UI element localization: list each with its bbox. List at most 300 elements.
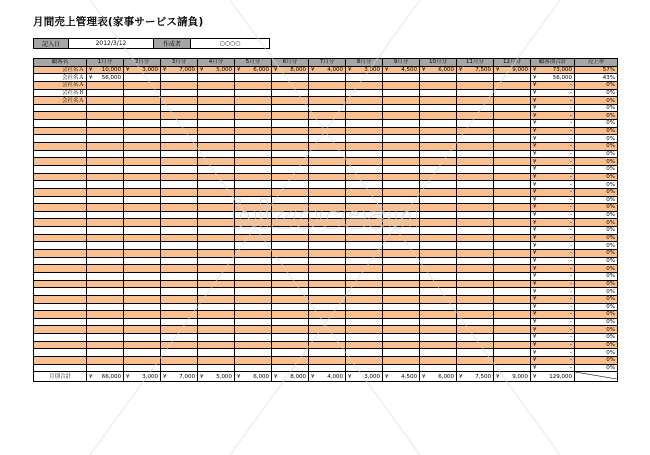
month-cell[interactable] <box>457 265 494 273</box>
month-cell[interactable] <box>87 234 124 242</box>
month-cell[interactable] <box>309 66 346 74</box>
month-cell[interactable] <box>309 257 346 265</box>
customer-name-cell[interactable] <box>34 143 87 151</box>
month-cell[interactable] <box>124 150 161 158</box>
month-cell[interactable] <box>457 120 494 128</box>
month-cell[interactable] <box>198 158 235 166</box>
share-cell[interactable]: 0% <box>575 104 618 112</box>
month-cell[interactable] <box>124 188 161 196</box>
month-cell[interactable] <box>309 81 346 89</box>
month-cell[interactable] <box>346 219 383 227</box>
month-cell[interactable] <box>420 165 457 173</box>
month-cell[interactable] <box>457 364 494 372</box>
month-cell[interactable] <box>383 250 420 258</box>
month-cell[interactable] <box>383 104 420 112</box>
month-cell[interactable] <box>198 288 235 296</box>
month-cell[interactable] <box>457 196 494 204</box>
customer-name-cell[interactable]: 会社名Ａ <box>34 81 87 89</box>
customer-total-cell[interactable] <box>531 66 575 74</box>
month-cell[interactable] <box>87 242 124 250</box>
month-cell[interactable] <box>124 135 161 143</box>
month-cell[interactable] <box>87 288 124 296</box>
share-cell[interactable]: 0% <box>575 181 618 189</box>
month-cell[interactable] <box>420 104 457 112</box>
month-cell[interactable] <box>272 74 309 82</box>
month-cell[interactable] <box>87 173 124 181</box>
customer-total-cell[interactable] <box>531 257 575 265</box>
month-cell[interactable] <box>346 280 383 288</box>
month-cell[interactable] <box>87 219 124 227</box>
month-cell[interactable] <box>161 372 198 382</box>
month-cell[interactable] <box>272 311 309 319</box>
month-cell[interactable] <box>383 280 420 288</box>
customer-name-cell[interactable] <box>34 104 87 112</box>
share-cell[interactable]: 0% <box>575 211 618 219</box>
month-cell[interactable] <box>420 257 457 265</box>
month-cell[interactable] <box>198 196 235 204</box>
month-cell[interactable] <box>309 372 346 382</box>
month-cell[interactable] <box>309 288 346 296</box>
month-cell[interactable] <box>235 242 272 250</box>
month-cell[interactable] <box>272 219 309 227</box>
month-cell[interactable] <box>346 181 383 189</box>
month-cell[interactable] <box>457 173 494 181</box>
month-cell[interactable] <box>457 219 494 227</box>
month-cell[interactable] <box>124 295 161 303</box>
month-cell[interactable] <box>161 219 198 227</box>
customer-total-cell[interactable] <box>531 272 575 280</box>
month-cell[interactable] <box>346 104 383 112</box>
month-cell[interactable] <box>420 272 457 280</box>
month-cell[interactable] <box>272 211 309 219</box>
month-cell[interactable] <box>494 112 531 120</box>
month-cell[interactable] <box>161 303 198 311</box>
month-cell[interactable] <box>161 127 198 135</box>
customer-total-cell[interactable] <box>531 81 575 89</box>
month-cell[interactable] <box>235 326 272 334</box>
share-cell[interactable]: 0% <box>575 81 618 89</box>
month-cell[interactable] <box>346 66 383 74</box>
month-cell[interactable] <box>198 303 235 311</box>
share-cell[interactable]: 0% <box>575 173 618 181</box>
month-cell[interactable] <box>161 265 198 273</box>
month-cell[interactable] <box>346 364 383 372</box>
month-cell[interactable] <box>383 181 420 189</box>
month-cell[interactable] <box>272 104 309 112</box>
month-cell[interactable] <box>494 181 531 189</box>
month-cell[interactable] <box>87 372 124 382</box>
customer-name-cell[interactable] <box>34 204 87 212</box>
month-cell[interactable] <box>346 257 383 265</box>
month-cell[interactable] <box>383 265 420 273</box>
month-cell[interactable] <box>161 311 198 319</box>
customer-name-cell[interactable] <box>34 257 87 265</box>
month-cell[interactable] <box>124 89 161 97</box>
month-cell[interactable] <box>420 295 457 303</box>
month-cell[interactable] <box>383 120 420 128</box>
month-cell[interactable] <box>457 234 494 242</box>
customer-total-cell[interactable] <box>531 89 575 97</box>
month-cell[interactable] <box>420 341 457 349</box>
month-cell[interactable] <box>346 173 383 181</box>
customer-total-cell[interactable] <box>531 265 575 273</box>
month-cell[interactable] <box>457 288 494 296</box>
share-cell[interactable]: 0% <box>575 318 618 326</box>
month-cell[interactable] <box>420 158 457 166</box>
customer-name-cell[interactable] <box>34 112 87 120</box>
month-cell[interactable] <box>346 303 383 311</box>
month-cell[interactable] <box>457 74 494 82</box>
month-cell[interactable] <box>346 234 383 242</box>
month-cell[interactable] <box>309 89 346 97</box>
month-cell[interactable] <box>346 295 383 303</box>
month-cell[interactable] <box>161 112 198 120</box>
share-cell[interactable]: 0% <box>575 196 618 204</box>
month-cell[interactable] <box>87 104 124 112</box>
month-cell[interactable] <box>383 242 420 250</box>
month-cell[interactable] <box>235 311 272 319</box>
month-cell[interactable] <box>87 356 124 364</box>
month-cell[interactable] <box>198 341 235 349</box>
customer-name-cell[interactable] <box>34 250 87 258</box>
month-cell[interactable] <box>198 204 235 212</box>
month-cell[interactable] <box>124 127 161 135</box>
month-cell[interactable] <box>124 74 161 82</box>
customer-total-cell[interactable] <box>531 288 575 296</box>
customer-total-cell[interactable] <box>531 143 575 151</box>
month-cell[interactable] <box>198 188 235 196</box>
share-cell[interactable]: 0% <box>575 150 618 158</box>
month-cell[interactable] <box>346 272 383 280</box>
month-cell[interactable] <box>161 280 198 288</box>
month-cell[interactable] <box>124 120 161 128</box>
month-cell[interactable] <box>124 196 161 204</box>
month-cell[interactable] <box>346 89 383 97</box>
customer-name-cell[interactable] <box>34 334 87 342</box>
month-cell[interactable] <box>494 196 531 204</box>
month-cell[interactable] <box>235 303 272 311</box>
month-cell[interactable] <box>87 272 124 280</box>
customer-total-cell[interactable] <box>531 234 575 242</box>
customer-total-cell[interactable] <box>531 219 575 227</box>
month-cell[interactable] <box>457 227 494 235</box>
month-cell[interactable] <box>235 288 272 296</box>
month-cell[interactable] <box>309 364 346 372</box>
month-cell[interactable] <box>272 326 309 334</box>
customer-total-cell[interactable] <box>531 97 575 105</box>
month-cell[interactable] <box>87 211 124 219</box>
month-cell[interactable] <box>309 74 346 82</box>
month-cell[interactable] <box>161 364 198 372</box>
month-cell[interactable] <box>494 89 531 97</box>
month-cell[interactable] <box>235 356 272 364</box>
month-cell[interactable] <box>346 356 383 364</box>
month-cell[interactable] <box>383 372 420 382</box>
month-cell[interactable] <box>124 356 161 364</box>
month-cell[interactable] <box>198 127 235 135</box>
month-cell[interactable] <box>161 150 198 158</box>
month-cell[interactable] <box>161 227 198 235</box>
customer-name-cell[interactable] <box>34 265 87 273</box>
month-cell[interactable] <box>457 341 494 349</box>
month-cell[interactable] <box>124 143 161 151</box>
month-cell[interactable] <box>161 196 198 204</box>
month-cell[interactable] <box>494 265 531 273</box>
month-cell[interactable] <box>383 97 420 105</box>
month-cell[interactable] <box>124 341 161 349</box>
month-cell[interactable] <box>457 334 494 342</box>
month-cell[interactable] <box>87 364 124 372</box>
month-cell[interactable] <box>235 143 272 151</box>
month-cell[interactable] <box>87 303 124 311</box>
month-cell[interactable] <box>494 211 531 219</box>
month-cell[interactable] <box>346 112 383 120</box>
month-cell[interactable] <box>124 211 161 219</box>
month-cell[interactable] <box>161 158 198 166</box>
month-cell[interactable] <box>494 272 531 280</box>
month-cell[interactable] <box>87 135 124 143</box>
month-cell[interactable] <box>457 104 494 112</box>
customer-total-cell[interactable] <box>531 334 575 342</box>
month-cell[interactable] <box>383 295 420 303</box>
customer-name-cell[interactable] <box>34 219 87 227</box>
month-cell[interactable] <box>272 89 309 97</box>
customer-total-cell[interactable] <box>531 311 575 319</box>
month-cell[interactable] <box>161 257 198 265</box>
month-cell[interactable] <box>309 135 346 143</box>
customer-name-cell[interactable] <box>34 356 87 364</box>
month-cell[interactable] <box>420 74 457 82</box>
month-cell[interactable] <box>346 242 383 250</box>
month-cell[interactable] <box>198 250 235 258</box>
customer-total-cell[interactable] <box>531 204 575 212</box>
month-cell[interactable] <box>87 127 124 135</box>
month-cell[interactable] <box>309 120 346 128</box>
month-cell[interactable] <box>272 234 309 242</box>
month-cell[interactable] <box>346 326 383 334</box>
month-cell[interactable] <box>272 295 309 303</box>
month-cell[interactable] <box>161 66 198 74</box>
month-cell[interactable] <box>87 150 124 158</box>
month-cell[interactable] <box>494 288 531 296</box>
month-cell[interactable] <box>383 165 420 173</box>
month-cell[interactable] <box>161 356 198 364</box>
month-cell[interactable] <box>494 219 531 227</box>
month-cell[interactable] <box>383 150 420 158</box>
month-cell[interactable] <box>87 341 124 349</box>
month-cell[interactable] <box>309 104 346 112</box>
month-cell[interactable] <box>346 288 383 296</box>
customer-total-cell[interactable] <box>531 120 575 128</box>
month-cell[interactable] <box>346 372 383 382</box>
month-cell[interactable] <box>124 97 161 105</box>
customer-name-cell[interactable] <box>34 280 87 288</box>
month-cell[interactable] <box>124 104 161 112</box>
customer-name-cell[interactable] <box>34 173 87 181</box>
month-cell[interactable] <box>309 356 346 364</box>
month-cell[interactable] <box>383 303 420 311</box>
customer-total-cell[interactable] <box>531 211 575 219</box>
month-cell[interactable] <box>272 364 309 372</box>
month-cell[interactable] <box>309 219 346 227</box>
month-cell[interactable] <box>457 181 494 189</box>
customer-name-cell[interactable] <box>34 211 87 219</box>
month-cell[interactable] <box>346 265 383 273</box>
share-cell[interactable]: 0% <box>575 242 618 250</box>
customer-total-cell[interactable] <box>531 341 575 349</box>
month-cell[interactable] <box>235 158 272 166</box>
month-cell[interactable] <box>161 234 198 242</box>
customer-total-cell[interactable] <box>531 318 575 326</box>
month-cell[interactable] <box>420 303 457 311</box>
month-cell[interactable] <box>161 89 198 97</box>
month-cell[interactable] <box>494 97 531 105</box>
month-cell[interactable] <box>235 318 272 326</box>
month-cell[interactable] <box>124 265 161 273</box>
month-cell[interactable] <box>420 250 457 258</box>
month-cell[interactable] <box>235 104 272 112</box>
month-cell[interactable] <box>346 188 383 196</box>
month-cell[interactable] <box>124 349 161 357</box>
month-cell[interactable] <box>309 272 346 280</box>
month-cell[interactable] <box>87 181 124 189</box>
month-cell[interactable] <box>161 211 198 219</box>
month-cell[interactable] <box>457 150 494 158</box>
month-cell[interactable] <box>235 280 272 288</box>
month-cell[interactable] <box>198 272 235 280</box>
month-cell[interactable] <box>420 120 457 128</box>
month-cell[interactable] <box>420 280 457 288</box>
month-cell[interactable] <box>309 242 346 250</box>
month-cell[interactable] <box>309 204 346 212</box>
month-cell[interactable] <box>420 211 457 219</box>
month-cell[interactable] <box>235 265 272 273</box>
month-cell[interactable] <box>309 112 346 120</box>
month-cell[interactable] <box>124 311 161 319</box>
share-cell[interactable]: 0% <box>575 356 618 364</box>
month-cell[interactable] <box>198 211 235 219</box>
share-cell[interactable]: 0% <box>575 120 618 128</box>
month-cell[interactable] <box>457 242 494 250</box>
month-cell[interactable] <box>346 120 383 128</box>
month-cell[interactable] <box>124 165 161 173</box>
month-cell[interactable] <box>161 120 198 128</box>
month-cell[interactable] <box>124 372 161 382</box>
share-cell[interactable]: 0% <box>575 280 618 288</box>
month-cell[interactable] <box>161 288 198 296</box>
month-cell[interactable] <box>457 158 494 166</box>
customer-name-cell[interactable] <box>34 135 87 143</box>
month-cell[interactable] <box>87 188 124 196</box>
month-cell[interactable] <box>87 227 124 235</box>
month-cell[interactable] <box>346 150 383 158</box>
month-cell[interactable] <box>494 150 531 158</box>
month-cell[interactable] <box>494 341 531 349</box>
month-cell[interactable] <box>124 257 161 265</box>
month-cell[interactable] <box>272 242 309 250</box>
month-cell[interactable] <box>420 143 457 151</box>
month-cell[interactable] <box>87 120 124 128</box>
month-cell[interactable] <box>198 165 235 173</box>
customer-total-cell[interactable] <box>531 181 575 189</box>
month-cell[interactable] <box>383 219 420 227</box>
month-cell[interactable] <box>272 257 309 265</box>
month-cell[interactable] <box>272 188 309 196</box>
month-cell[interactable] <box>383 74 420 82</box>
month-cell[interactable] <box>494 188 531 196</box>
share-cell[interactable]: 0% <box>575 89 618 97</box>
customer-total-cell[interactable] <box>531 158 575 166</box>
month-cell[interactable] <box>383 272 420 280</box>
month-cell[interactable] <box>383 143 420 151</box>
month-cell[interactable] <box>198 257 235 265</box>
month-cell[interactable] <box>235 165 272 173</box>
month-cell[interactable] <box>309 303 346 311</box>
month-cell[interactable] <box>420 311 457 319</box>
month-cell[interactable] <box>198 318 235 326</box>
month-cell[interactable] <box>346 196 383 204</box>
month-cell[interactable] <box>420 112 457 120</box>
month-cell[interactable] <box>124 173 161 181</box>
customer-name-cell[interactable] <box>34 127 87 135</box>
month-cell[interactable] <box>198 143 235 151</box>
month-cell[interactable] <box>346 158 383 166</box>
customer-name-cell[interactable] <box>34 181 87 189</box>
month-cell[interactable] <box>272 250 309 258</box>
month-cell[interactable] <box>124 364 161 372</box>
month-cell[interactable] <box>124 334 161 342</box>
month-cell[interactable] <box>87 158 124 166</box>
month-cell[interactable] <box>309 234 346 242</box>
month-cell[interactable] <box>383 311 420 319</box>
month-cell[interactable] <box>272 196 309 204</box>
month-cell[interactable] <box>235 127 272 135</box>
month-cell[interactable] <box>346 341 383 349</box>
month-cell[interactable] <box>235 211 272 219</box>
month-cell[interactable] <box>124 250 161 258</box>
month-cell[interactable] <box>235 234 272 242</box>
month-cell[interactable] <box>87 349 124 357</box>
month-cell[interactable] <box>420 181 457 189</box>
share-cell[interactable]: 0% <box>575 265 618 273</box>
customer-name-cell[interactable] <box>34 326 87 334</box>
month-cell[interactable] <box>235 89 272 97</box>
month-cell[interactable] <box>272 303 309 311</box>
month-cell[interactable] <box>87 81 124 89</box>
month-cell[interactable] <box>420 127 457 135</box>
month-cell[interactable] <box>346 81 383 89</box>
month-cell[interactable] <box>124 242 161 250</box>
month-cell[interactable] <box>420 196 457 204</box>
month-cell[interactable] <box>383 188 420 196</box>
month-cell[interactable] <box>494 250 531 258</box>
month-cell[interactable] <box>161 165 198 173</box>
customer-total-cell[interactable] <box>531 104 575 112</box>
month-cell[interactable] <box>309 250 346 258</box>
month-cell[interactable] <box>198 89 235 97</box>
month-cell[interactable] <box>420 97 457 105</box>
month-cell[interactable] <box>494 318 531 326</box>
month-cell[interactable] <box>383 204 420 212</box>
customer-total-cell[interactable] <box>531 165 575 173</box>
customer-name-cell[interactable] <box>34 272 87 280</box>
month-cell[interactable] <box>383 341 420 349</box>
share-cell[interactable]: 0% <box>575 219 618 227</box>
share-cell[interactable]: 0% <box>575 127 618 135</box>
customer-name-cell[interactable] <box>34 150 87 158</box>
month-cell[interactable] <box>494 227 531 235</box>
month-cell[interactable] <box>309 334 346 342</box>
